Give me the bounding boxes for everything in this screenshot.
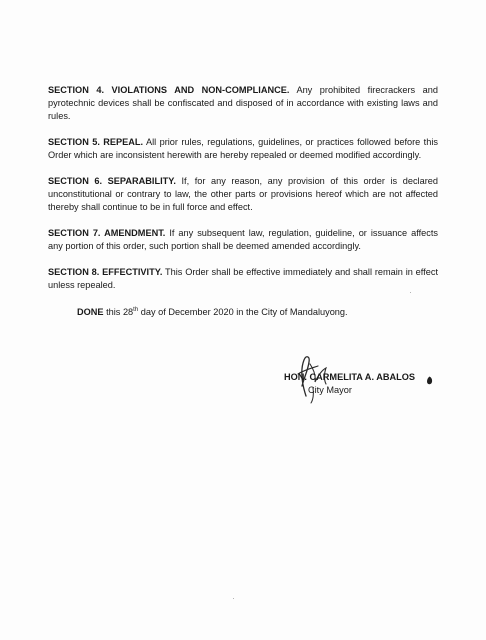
section-heading: SECTION 5. REPEAL.	[48, 137, 144, 147]
done-text-before: this 28	[103, 307, 134, 317]
section-body: If any subsequent law, regulation, guideline, or issuance affects any portion of this order, such portion shall be deemed amended accordingly.	[48, 228, 438, 251]
done-word: DONE	[77, 307, 104, 317]
section-heading: SECTION 7. AMENDMENT.	[48, 228, 166, 238]
ordinal-suffix: th	[133, 306, 139, 313]
section-6	[48, 175, 438, 214]
signatory-name: HON. CARMELITA A. ABALOS	[284, 372, 415, 382]
order-sections	[48, 84, 438, 305]
section-heading: SECTION 6. SEPARABILITY.	[48, 176, 176, 186]
signatory-title: City Mayor	[308, 385, 352, 395]
section-8	[48, 266, 438, 292]
section-body: Any prohibited firecrackers and pyrotechnic devices shall be confiscated and disposed of in accordance with existing laws and rules.	[48, 85, 438, 121]
done-text-after: day of December 2020 in the City of Mandaluyong.	[138, 307, 348, 317]
done-clause	[77, 306, 348, 319]
section-body: If, for any reason, any provision of this order is declared unconstitutional or contrary to law, the other parts or provisions hereof which are not affected thereby shall continue to be in full force and effect.	[48, 176, 438, 212]
paper-speck	[233, 598, 234, 599]
section-body: This Order shall be effective immediately and shall remain in effect unless repealed.	[48, 267, 438, 290]
section-7	[48, 227, 438, 253]
section-body: All prior rules, regulations, guidelines, or practices followed before this Order which are inconsistent herewith are hereby repealed or deemed modified accordingly.	[48, 137, 438, 160]
paper-speck	[410, 292, 411, 293]
section-4	[48, 84, 438, 123]
section-heading: SECTION 8. EFFECTIVITY.	[48, 267, 163, 277]
signatory-block	[268, 372, 438, 412]
section-5	[48, 136, 438, 162]
section-heading: SECTION 4. VIOLATIONS AND NON-COMPLIANCE.	[48, 85, 290, 95]
